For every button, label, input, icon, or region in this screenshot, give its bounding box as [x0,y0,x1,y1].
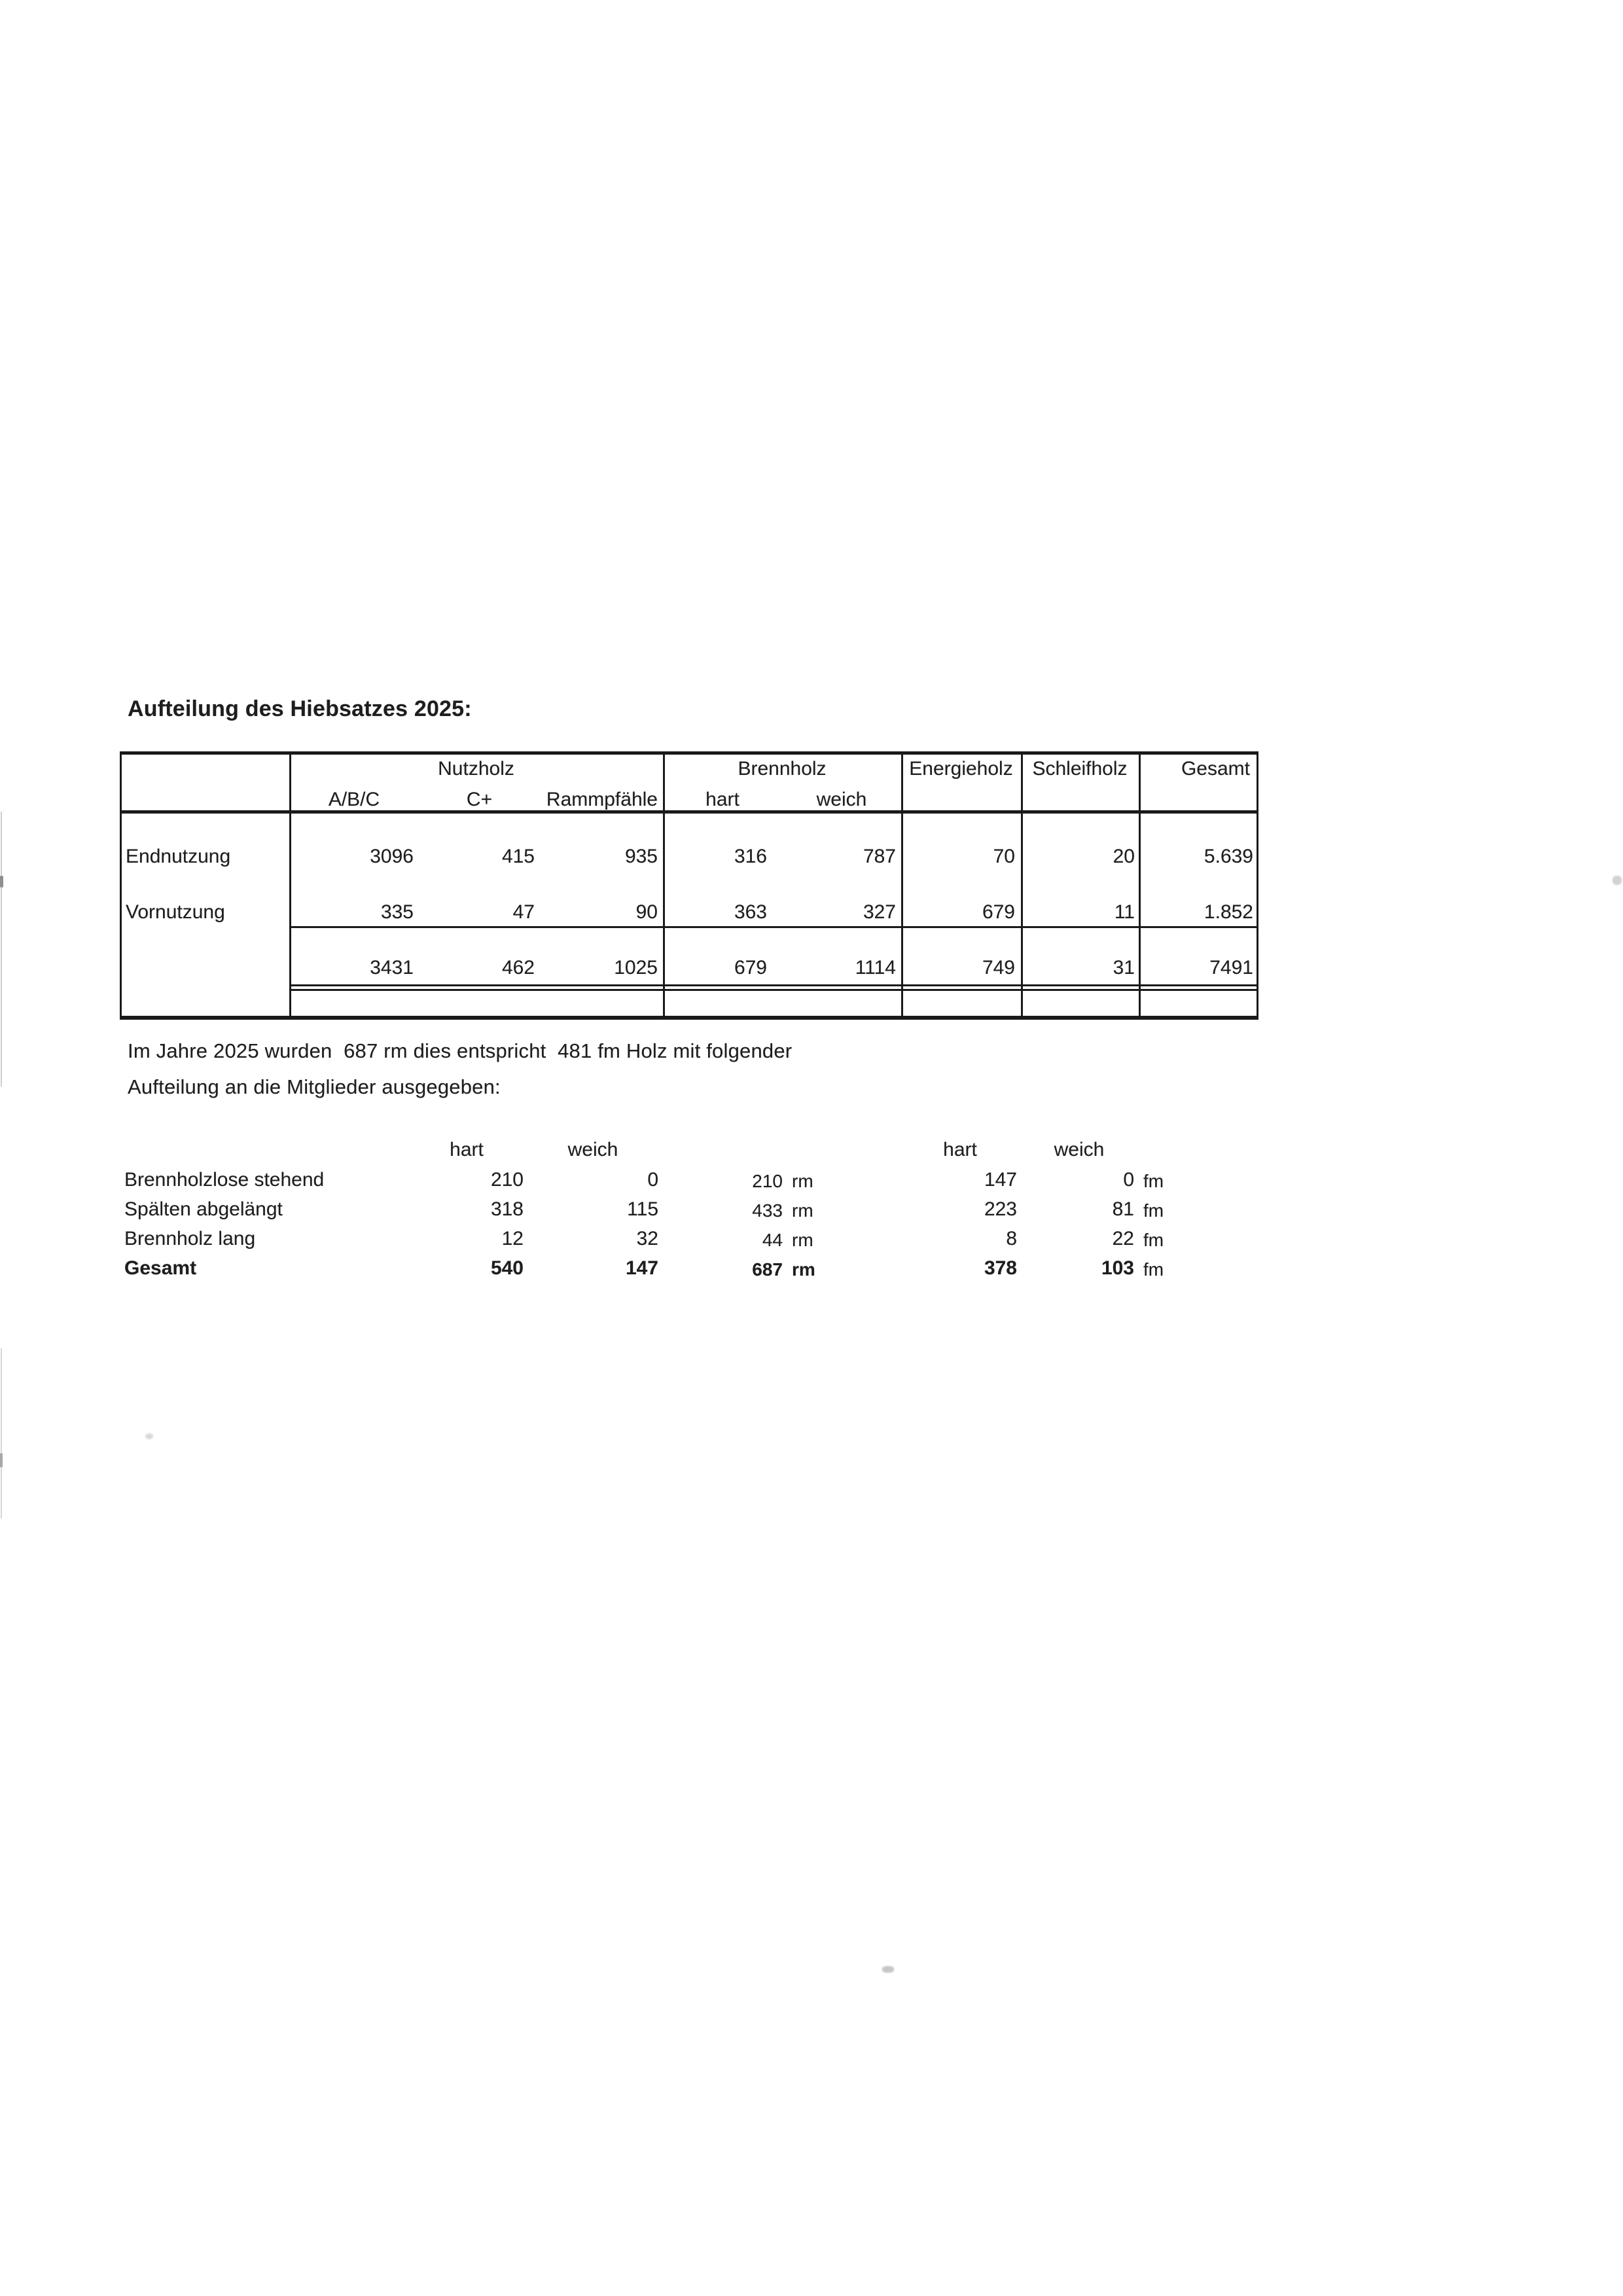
table-cell: 415 [501,846,535,867]
unit-rm: rm [792,1230,813,1250]
value-weich-rm: 32 [636,1228,658,1249]
table-cell: 90 [635,901,658,923]
col-header-weich-fm: weich [1054,1139,1105,1160]
value-hart-fm: 147 [984,1169,1017,1191]
col-header-hart-rm: hart [450,1139,484,1160]
unit-fm: fm [1143,1230,1164,1250]
table-cell: 47 [512,901,535,923]
scan-artifact [0,876,3,888]
intro-paragraph-line2: Aufteilung an die Mitglieder ausgegeben: [128,1075,501,1098]
value-sum-rm: 44 [762,1230,783,1250]
hiebsatz-table [120,751,1258,1020]
table-cell-total: 679 [734,957,767,978]
row-label: Brennholzlose stehend [124,1169,325,1191]
row-label-total: Gesamt [124,1257,197,1279]
table-cell-total: 3431 [370,957,414,978]
value-weich-rm: 0 [647,1169,658,1191]
scan-artifact [0,1453,3,1467]
table-cell: 787 [863,846,896,867]
sub-header-c-plus: C+ [466,789,493,810]
table-cell: 327 [863,901,896,923]
table-border-left [120,751,122,1020]
scan-artifact [1,1348,2,1518]
value-sum-rm: 210 [752,1171,783,1191]
sub-header-weich: weich [816,789,867,810]
table-cell: 316 [734,846,767,867]
value-weich-rm-total: 147 [625,1257,658,1279]
group-header-gesamt: Gesamt [1181,758,1250,780]
value-hart-fm: 8 [1006,1228,1017,1249]
subtotal-separator-line [289,926,1258,928]
unit-fm: fm [1143,1200,1164,1221]
value-hart-rm: 318 [490,1198,524,1220]
table-cell-total: 1114 [855,957,896,978]
table-divider-vertical [901,751,903,1020]
sub-header-hart: hart [705,789,740,810]
col-header-hart-fm: hart [943,1139,977,1160]
table-cell-total: 31 [1113,957,1135,978]
scan-artifact [1,812,2,1086]
table-cell: 5.639 [1204,846,1253,867]
unit-rm: rm [792,1259,815,1280]
row-label: Brennholz lang [124,1228,256,1249]
value-weich-fm: 22 [1112,1228,1134,1249]
table-cell: 3096 [370,846,414,867]
table-cell: 935 [624,846,658,867]
intro-paragraph-line1: Im Jahre 2025 wurden 687 rm dies entspricht 481 fm Holz mit folgender [128,1039,793,1062]
value-hart-rm: 210 [490,1169,524,1191]
row-label: Vornutzung [126,901,225,923]
value-weich-fm: 0 [1123,1169,1134,1191]
unit-rm: rm [792,1200,813,1221]
sub-header-rammpfaehle: Rammpfähle [546,789,658,810]
row-label: Endnutzung [126,846,231,867]
value-hart-rm: 12 [501,1228,524,1249]
value-hart-fm: 223 [984,1198,1017,1220]
row-label: Spälten abgelängt [124,1198,283,1220]
table-cell-total: 7491 [1209,957,1253,978]
value-sum-rm: 433 [752,1200,783,1221]
value-weich-rm: 115 [627,1198,658,1220]
table-divider-vertical [1139,751,1141,1020]
group-header-energieholz: Energieholz [909,758,1013,780]
group-header-brennholz: Brennholz [738,758,827,780]
value-hart-rm-total: 540 [490,1257,524,1279]
value-weich-fm: 81 [1112,1198,1134,1220]
unit-fm: fm [1143,1171,1164,1191]
value-sum-rm-total: 687 [752,1259,783,1280]
scan-artifact [145,1433,153,1439]
scan-artifact [882,1966,894,1973]
scan-artifact [1613,876,1622,885]
group-header-schleifholz: Schleifholz [1032,758,1128,780]
unit-rm: rm [792,1171,813,1191]
table-border-right [1257,751,1258,1020]
unit-fm: fm [1143,1259,1164,1280]
table-cell: 1.852 [1204,901,1253,923]
table-cell: 679 [982,901,1015,923]
group-header-nutzholz: Nutzholz [438,758,514,780]
table-cell: 363 [734,901,767,923]
table-cell-total: 462 [501,957,535,978]
table-cell: 20 [1113,846,1135,867]
total-double-line-upper [289,984,1258,986]
page-title: Aufteilung des Hiebsatzes 2025: [128,696,472,721]
total-double-line-lower [289,989,1258,991]
table-divider-vertical [1021,751,1023,1020]
table-cell-total: 749 [982,957,1015,978]
value-weich-fm-total: 103 [1101,1257,1134,1279]
sub-header-abc: A/B/C [328,789,380,810]
col-header-weich-rm: weich [567,1139,618,1160]
table-cell: 335 [380,901,414,923]
table-cell-total: 1025 [614,957,658,978]
table-cell: 11 [1114,901,1135,923]
table-cell: 70 [993,846,1015,867]
value-hart-fm-total: 378 [984,1257,1017,1279]
